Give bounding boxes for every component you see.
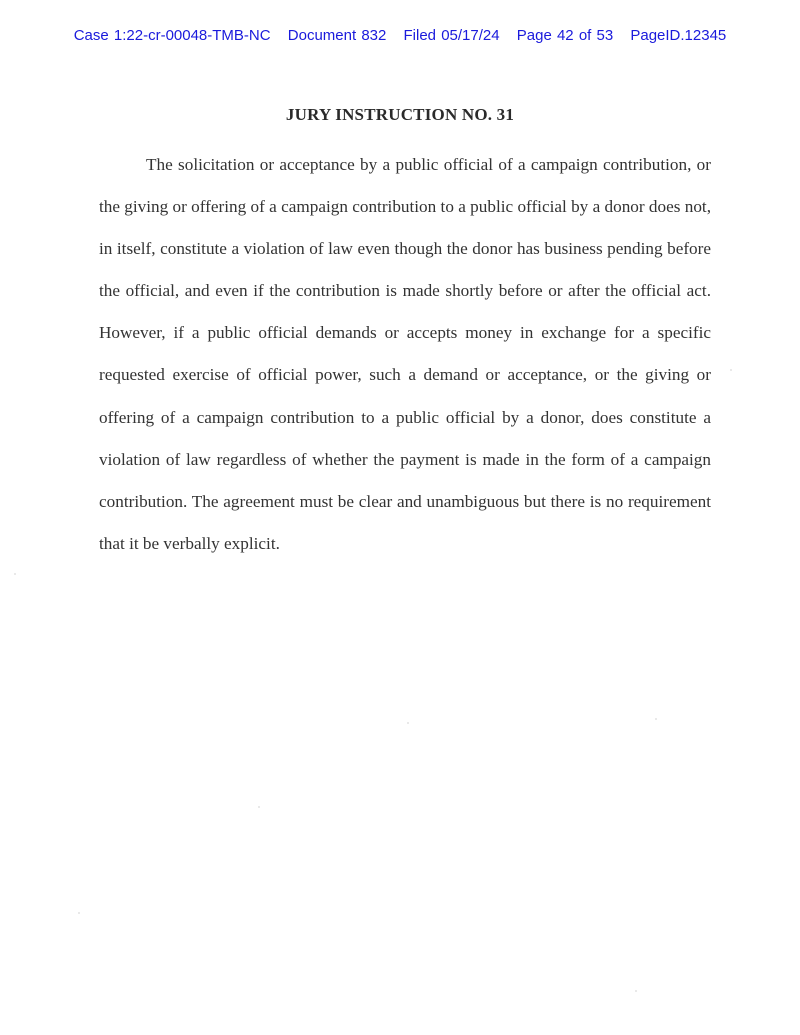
document-number: Document 832 xyxy=(287,27,387,44)
scan-speck xyxy=(407,722,409,724)
scan-speck xyxy=(655,718,657,720)
ecf-filing-header xyxy=(0,27,800,44)
scan-speck xyxy=(14,573,16,575)
scan-speck xyxy=(78,912,80,914)
scan-speck xyxy=(258,806,260,808)
scan-speck xyxy=(730,369,732,371)
case-number: Case 1:22-cr-00048-TMB-NC xyxy=(73,27,271,44)
filed-date: Filed 05/17/24 xyxy=(403,27,500,44)
scan-speck xyxy=(635,990,637,992)
instruction-title: JURY INSTRUCTION NO. 31 xyxy=(285,105,515,124)
page-count: Page 42 of 53 xyxy=(516,27,614,44)
instruction-body: The solicitation or acceptance by a public official of a campaign contribution, or the giving or offering of a campaign contribution to a public official by a donor does not, in itself, constitute a violation of law even though the donor has business pending before the official, and even if the contribution is made shortly before or after the official act. However, if a public official demands or accepts money in exchange for a specific requested exercise of official power, such a demand or acceptance, or the giving or offering of a campaign contribution to a public official by a donor, does constitute a violation of law regardless of whether the payment is made in the form of a campaign contribution. The agreement must be clear and unambiguous but there is no requirement that it be verbally explicit. xyxy=(99,155,711,553)
page-id: PageID.12345 xyxy=(630,27,727,44)
